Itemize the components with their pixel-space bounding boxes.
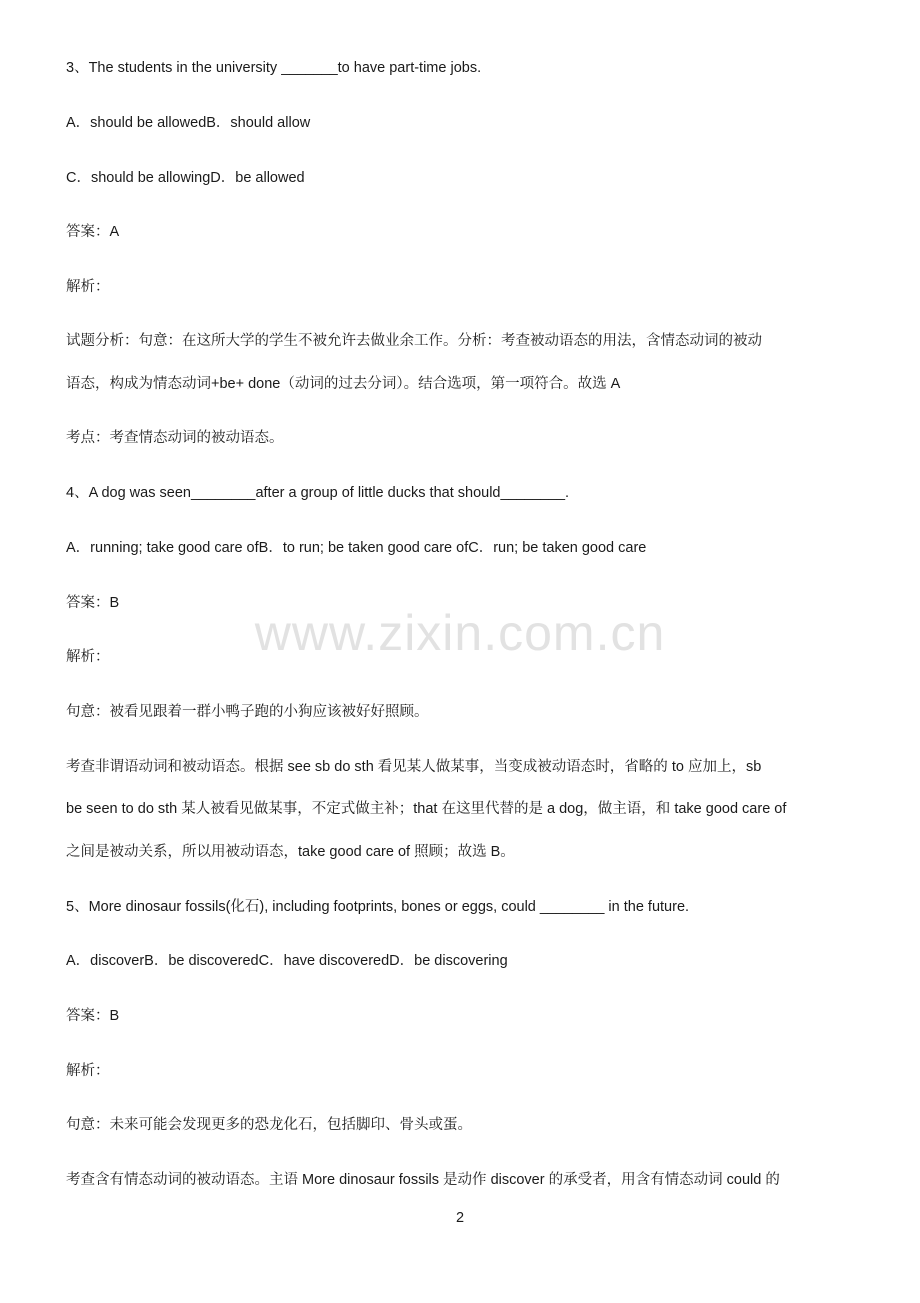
question-5-stem: 5、More dinosaur fossils(化石), including footprints, bones or eggs, could ________ in the future.: [66, 899, 690, 915]
question-4-analysis-line-3: 之间是被动关系，所以用被动语态，take good care of 照顾；故选 B。: [66, 844, 515, 860]
question-3-answer: 答案：A: [66, 224, 120, 240]
question-3-analysis-line-2: 语态，构成为情态动词+be+ done（动词的过去分词）。结合选项，第一项符合。故选 A: [66, 376, 621, 392]
question-3-point: 考点：考查情态动词的被动语态。: [66, 430, 284, 446]
question-4-meaning: 句意：被看见跟着一群小鸭子跑的小狗应该被好好照顾。: [66, 704, 429, 720]
question-5-options: A．discoverB．be discoveredC．have discoveredD．be discovering: [66, 953, 508, 969]
question-3-analysis-line-1: 试题分析：句意：在这所大学的学生不被允许去做业余工作。分析：考查被动语态的用法，含情态动词的被动: [66, 333, 762, 349]
page-number: 2: [455, 1210, 465, 1226]
question-4-analysis-label: 解析：: [66, 649, 110, 665]
question-5-meaning: 句意：未来可能会发现更多的恐龙化石，包括脚印、骨头或蛋。: [66, 1117, 472, 1133]
question-4-options: A．running; take good care ofB．to run; be taken good care ofC．run; be taken good care: [66, 540, 647, 556]
watermark: www.zixin.com.cn: [254, 605, 666, 661]
question-3-options-cd: C．should be allowingD．be allowed: [66, 170, 305, 186]
question-5-analysis-line-1: 考查含有情态动词的被动语态。主语 More dinosaur fossils 是动作 discover 的承受者，用含有情态动词 could 的: [66, 1172, 780, 1188]
question-3-options-ab: A．should be allowedB．should allow: [66, 115, 311, 131]
question-4-analysis-line-2: be seen to do sth 某人被看见做某事，不定式做主补；that 在这里代替的是 a dog，做主语，和 take good care of: [66, 801, 787, 817]
question-4-stem: 4、A dog was seen________after a group of little ducks that should________.: [66, 485, 570, 501]
question-4-answer: 答案：B: [66, 595, 120, 611]
question-4-analysis-line-1: 考查非谓语动词和被动语态。根据 see sb do sth 看见某人做某事，当变成被动语态时，省略的 to 应加上，sb: [66, 759, 762, 775]
question-3-stem: 3、The students in the university _______to have part-time jobs.: [66, 60, 482, 76]
question-3-analysis-label: 解析：: [66, 279, 110, 295]
question-5-analysis-label: 解析：: [66, 1063, 110, 1079]
question-5-answer: 答案：B: [66, 1008, 120, 1024]
